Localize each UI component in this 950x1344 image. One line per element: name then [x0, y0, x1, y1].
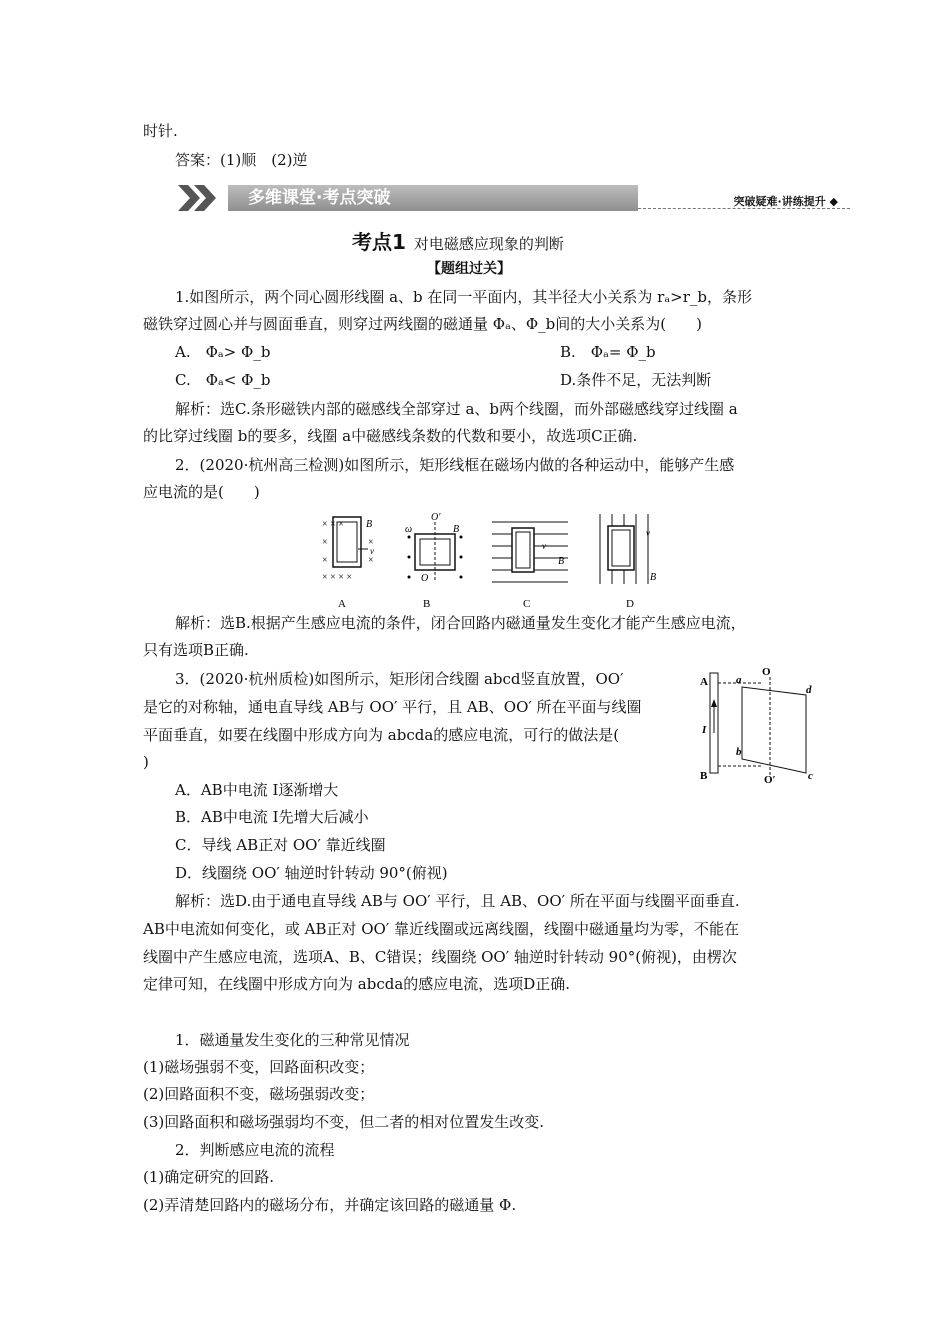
question-stem: ): [143, 753, 149, 771]
solution-text: 解析：选D.由于通电直导线 AB与 OO′ 平行，且 AB、OO′ 所在平面与线圈平面垂直.: [175, 892, 740, 910]
figure-label: C: [523, 598, 531, 610]
summary-text: (2)回路面积不变，磁场强弱改变；: [143, 1085, 375, 1103]
option-a: A．AB中电流 I逐渐增大: [175, 781, 339, 799]
solution-text: 解析：选B.根据产生感应电流的条件，闭合回路内磁通量发生变化才能产生感应电流，: [175, 614, 746, 632]
figure-label: D: [626, 598, 634, 610]
banner-title: 多维课堂·考点突破: [228, 185, 638, 211]
question-stem: 磁铁穿过圆心并与圆面垂直，则穿过两线圈的磁通量 Φₐ、Φ_b间的大小关系为( ): [143, 315, 702, 333]
summary-text: (2)弄清楚回路内的磁场分布，并确定该回路的磁通量 Φ.: [143, 1196, 517, 1214]
diagram-c: [492, 522, 568, 582]
figure-label: O′: [764, 774, 776, 785]
summary-text: 2．判断感应电流的流程: [175, 1141, 335, 1159]
solution-text: 只有选项B正确.: [143, 641, 249, 659]
option-a: A. Φₐ> Φ_b: [175, 343, 271, 361]
figure-label: d: [806, 684, 812, 696]
solution-text: 线圈中产生感应电流，选项A、B、C错误；线圈绕 OO′ 轴逆时针转动 90°(俯视)，由楞次: [143, 948, 737, 966]
banner-subtitle: 突破疑难·讲练提升 ◆: [733, 195, 838, 208]
solution-text: 的比穿过线圈 b的要多，线圈 a中磁感线条数的代数和要小，故选项C正确.: [143, 427, 638, 445]
svg-text:O′: O′: [431, 512, 441, 523]
option-d: D．线圈绕 OO′ 轴逆时针转动 90°(俯视): [175, 864, 448, 882]
diagram-d: [600, 514, 656, 584]
summary-text: (3)回路面积和磁场强弱均不变，但二者的相对位置发生改变.: [143, 1113, 545, 1131]
svg-text:×: ×: [368, 537, 374, 548]
solution-text: AB中电流如何变化，或 AB正对 OO′ 靠近线圈或远离线圈，线圈中磁通量均为零，不能在: [143, 920, 740, 938]
figure-label: b: [736, 746, 742, 758]
figure-label: A: [700, 676, 708, 688]
option-d: D.条件不足，无法判断: [560, 371, 712, 389]
svg-text:B: B: [366, 519, 373, 530]
figure-label: I: [702, 724, 707, 736]
figure-label: O: [762, 666, 771, 678]
section-subtitle: 【题组过关】: [427, 261, 511, 277]
section-heading: [352, 226, 564, 255]
section-banner: [178, 183, 850, 213]
figure-label: A: [338, 598, 346, 610]
question-stem: 3．(2020·杭州质检)如图所示，矩形闭合线圈 abcd竖直放置，OO′: [175, 670, 624, 688]
section-title: 对电磁感应现象的判断: [413, 235, 564, 253]
option-b: B. Φₐ= Φ_b: [560, 343, 656, 361]
option-c: C．导线 AB正对 OO′ 靠近线圈: [175, 836, 386, 854]
diagram-b: [405, 512, 463, 584]
figure-q2: [318, 512, 668, 612]
summary-text: 1．磁通量发生变化的三种常见情况: [175, 1031, 410, 1049]
diagram-a: [322, 517, 374, 583]
figure-q3: [698, 663, 818, 785]
figure-label: B: [700, 770, 708, 782]
svg-text:v: v: [370, 546, 374, 556]
figure-label: B: [423, 598, 431, 610]
answer-line: 答案：(1)顺 (2)逆: [175, 151, 308, 169]
svg-text:×: ×: [368, 555, 374, 566]
svg-text:×: ×: [322, 537, 328, 548]
svg-text:× × ×: × × ×: [322, 519, 344, 530]
figure-label: a: [736, 674, 742, 686]
option-c: C. Φₐ< Φ_b: [175, 371, 271, 389]
svg-text:ω: ω: [405, 524, 413, 535]
question-stem: 平面垂直，如要在线圈中形成方向为 abcda的感应电流，可行的做法是(: [143, 726, 620, 744]
summary-text: (1)确定研究的回路.: [143, 1168, 275, 1186]
section-label: 考点1: [352, 230, 406, 254]
svg-text:B: B: [453, 524, 460, 535]
svg-text:B: B: [558, 556, 565, 567]
summary-text: (1)磁场强弱不变，回路面积改变；: [143, 1058, 375, 1076]
question-stem: 1.如图所示，两个同心圆形线圈 a、b 在同一平面内，其半径大小关系为 rₐ>r_b，条形: [175, 288, 752, 306]
svg-text:O: O: [421, 573, 429, 584]
solution-text: 定律可知，在线圈中形成方向为 abcda的感应电流，选项D正确.: [143, 975, 571, 993]
svg-text:v: v: [646, 528, 650, 538]
svg-text:v: v: [542, 541, 546, 551]
option-b: B．AB中电流 I先增大后减小: [175, 808, 369, 826]
question-stem: 应电流的是( ): [143, 483, 260, 501]
solution-text: 解析：选C.条形磁铁内部的磁感线全部穿过 a、b两个线圈，而外部磁感线穿过线圈 a: [175, 400, 738, 418]
question-stem: 2．(2020·杭州高三检测)如图所示，矩形线框在磁场内做的各种运动中，能够产生感: [175, 456, 735, 474]
figure-label: c: [808, 770, 813, 782]
question-stem: 是它的对称轴，通电直导线 AB与 OO′ 平行，且 AB、OO′ 所在平面与线圈: [143, 698, 642, 716]
svg-text:×: ×: [322, 555, 328, 566]
text-line: 时针.: [143, 122, 178, 140]
svg-text:× × × ×: × × × ×: [322, 572, 353, 583]
svg-text:B: B: [650, 572, 657, 583]
